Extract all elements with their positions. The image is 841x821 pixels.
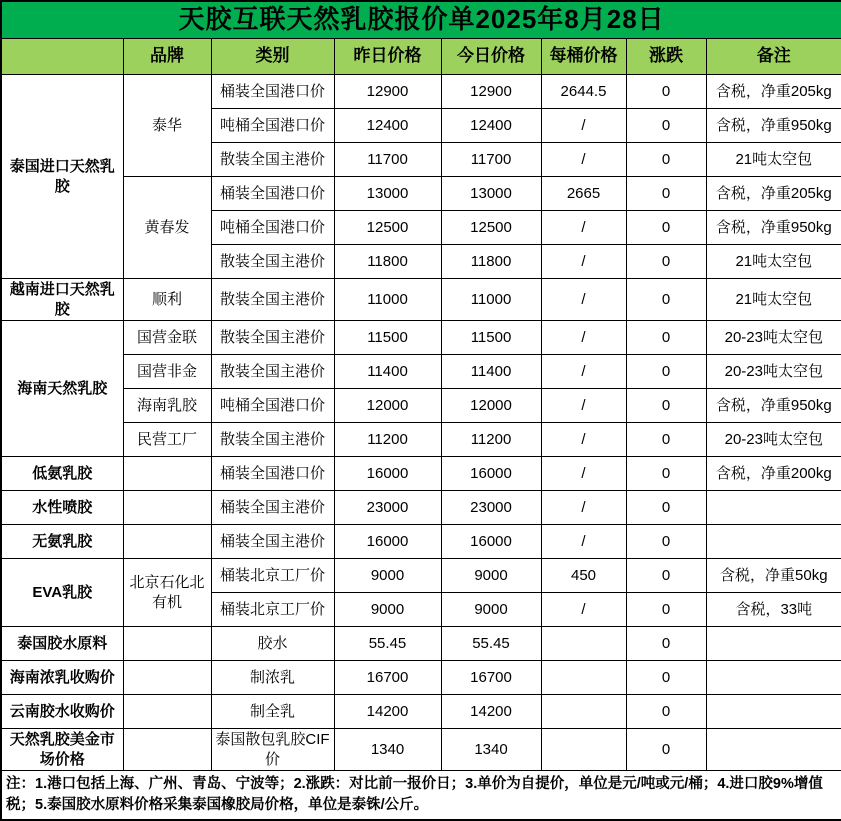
cell-change: 0 [626,177,706,211]
cell-note [706,491,841,525]
cell-today: 16700 [441,661,541,695]
cell-today: 16000 [441,457,541,491]
header-yesterday-price: 昨日价格 [334,39,441,75]
cell-brand [123,661,211,695]
cell-per_barrel: / [541,355,626,389]
header-category [1,39,123,75]
cell-per_barrel [541,695,626,729]
cell-yesterday: 11200 [334,423,441,457]
cell-yesterday: 16000 [334,457,441,491]
cell-type: 桶装全国港口价 [211,177,334,211]
cell-brand: 海南乳胶 [123,389,211,423]
cell-note: 21吨太空包 [706,279,841,321]
cell-yesterday: 16000 [334,525,441,559]
cell-brand [123,729,211,771]
cell-brand: 黄春发 [123,177,211,279]
cell-today: 12400 [441,109,541,143]
cell-yesterday: 11800 [334,245,441,279]
cell-today: 9000 [441,559,541,593]
cell-note: 含税，净重50kg [706,559,841,593]
cell-change: 0 [626,695,706,729]
cell-yesterday: 12500 [334,211,441,245]
cell-per_barrel: / [541,593,626,627]
cell-category: 泰国进口天然乳胶 [1,75,123,279]
cell-per_barrel: / [541,491,626,525]
cell-type: 散装全国主港价 [211,321,334,355]
table-row [1,661,841,695]
cell-today: 11800 [441,245,541,279]
cell-note: 含税，净重950kg [706,211,841,245]
cell-yesterday: 11700 [334,143,441,177]
cell-type: 胶水 [211,627,334,661]
cell-per_barrel [541,729,626,771]
cell-brand [123,525,211,559]
cell-category: 天然乳胶美金市场价格 [1,729,123,771]
cell-change: 0 [626,457,706,491]
cell-yesterday: 11400 [334,355,441,389]
footnote-row [1,771,841,821]
cell-today: 14200 [441,695,541,729]
cell-type: 桶装全国主港价 [211,525,334,559]
cell-brand: 民营工厂 [123,423,211,457]
cell-yesterday: 9000 [334,559,441,593]
cell-yesterday: 55.45 [334,627,441,661]
cell-today: 9000 [441,593,541,627]
cell-brand: 顺利 [123,279,211,321]
title-row [1,1,841,39]
cell-note: 含税，33吨 [706,593,841,627]
cell-yesterday: 12900 [334,75,441,109]
table-row [1,695,841,729]
cell-note [706,661,841,695]
cell-yesterday: 11500 [334,321,441,355]
cell-per_barrel: / [541,457,626,491]
cell-change: 0 [626,525,706,559]
table-row [1,75,841,109]
cell-brand [123,457,211,491]
cell-per_barrel [541,661,626,695]
cell-change: 0 [626,491,706,525]
cell-note: 含税，净重205kg [706,177,841,211]
cell-yesterday: 16700 [334,661,441,695]
table-row [1,559,841,593]
cell-note: 21吨太空包 [706,245,841,279]
cell-today: 12000 [441,389,541,423]
cell-brand: 国营非金 [123,355,211,389]
cell-note [706,525,841,559]
cell-note: 20-23吨太空包 [706,423,841,457]
cell-per_barrel: / [541,143,626,177]
cell-type: 散装全国主港价 [211,143,334,177]
cell-change: 0 [626,245,706,279]
cell-type: 桶装全国港口价 [211,457,334,491]
cell-category: 海南天然乳胶 [1,321,123,457]
cell-category: 无氨乳胶 [1,525,123,559]
cell-today: 11000 [441,279,541,321]
cell-today: 16000 [441,525,541,559]
cell-brand: 泰华 [123,75,211,177]
cell-yesterday: 12000 [334,389,441,423]
cell-type: 桶装北京工厂价 [211,559,334,593]
cell-note: 含税，净重950kg [706,109,841,143]
cell-brand [123,491,211,525]
cell-today: 55.45 [441,627,541,661]
cell-type: 散装全国主港价 [211,279,334,321]
cell-note: 21吨太空包 [706,143,841,177]
cell-yesterday: 23000 [334,491,441,525]
cell-yesterday: 11000 [334,279,441,321]
header-brand: 品牌 [123,39,211,75]
cell-change: 0 [626,423,706,457]
cell-change: 0 [626,355,706,389]
cell-per_barrel [541,627,626,661]
cell-change: 0 [626,75,706,109]
cell-note: 20-23吨太空包 [706,355,841,389]
cell-category: 水性喷胶 [1,491,123,525]
cell-per_barrel: / [541,389,626,423]
cell-category: 云南胶水收购价 [1,695,123,729]
cell-per_barrel: 2665 [541,177,626,211]
cell-brand: 北京石化北有机 [123,559,211,627]
cell-category: EVA乳胶 [1,559,123,627]
cell-type: 泰国散包乳胶CIF价 [211,729,334,771]
cell-change: 0 [626,627,706,661]
cell-note: 含税，净重200kg [706,457,841,491]
cell-today: 13000 [441,177,541,211]
cell-type: 吨桶全国港口价 [211,211,334,245]
cell-change: 0 [626,559,706,593]
cell-per_barrel: / [541,211,626,245]
cell-type: 散装全国主港价 [211,245,334,279]
footnote: 注：1.港口包括上海、广州、青岛、宁波等；2.涨跌：对比前一报价日；3.单价为自提价，单位是元/吨或元/桶；4.进口胶9%增值税；5.泰国胶水原料价格采集泰国橡胶局价格，单位是泰铢/公斤。 [1,771,841,821]
table-body [1,75,841,771]
header-per-barrel-price: 每桶价格 [541,39,626,75]
cell-note: 含税，净重950kg [706,389,841,423]
cell-per_barrel: / [541,109,626,143]
header-note: 备注 [706,39,841,75]
cell-brand [123,627,211,661]
table-row [1,729,841,771]
cell-type: 散装全国主港价 [211,355,334,389]
cell-yesterday: 1340 [334,729,441,771]
cell-change: 0 [626,321,706,355]
cell-note: 含税，净重205kg [706,75,841,109]
cell-type: 桶装全国港口价 [211,75,334,109]
table-row [1,423,841,457]
cell-category: 越南进口天然乳胶 [1,279,123,321]
cell-today: 11400 [441,355,541,389]
cell-per_barrel: / [541,525,626,559]
cell-change: 0 [626,143,706,177]
header-row [1,39,841,75]
header-today-price: 今日价格 [441,39,541,75]
cell-per_barrel: 2644.5 [541,75,626,109]
cell-type: 桶装全国主港价 [211,491,334,525]
cell-per_barrel: / [541,321,626,355]
cell-change: 0 [626,593,706,627]
cell-category: 海南浓乳收购价 [1,661,123,695]
cell-yesterday: 13000 [334,177,441,211]
cell-type: 桶装北京工厂价 [211,593,334,627]
table-row [1,355,841,389]
cell-per_barrel: / [541,245,626,279]
cell-change: 0 [626,109,706,143]
cell-change: 0 [626,729,706,771]
cell-per_barrel: / [541,423,626,457]
cell-per_barrel: 450 [541,559,626,593]
cell-category: 低氨乳胶 [1,457,123,491]
cell-today: 1340 [441,729,541,771]
header-type: 类别 [211,39,334,75]
cell-today: 12500 [441,211,541,245]
page-title: 天胶互联天然乳胶报价单2025年8月28日 [1,1,841,39]
table-row [1,321,841,355]
cell-note [706,695,841,729]
table-row [1,627,841,661]
cell-note [706,729,841,771]
cell-brand [123,695,211,729]
cell-per_barrel: / [541,279,626,321]
cell-note: 20-23吨太空包 [706,321,841,355]
cell-yesterday: 14200 [334,695,441,729]
cell-today: 11200 [441,423,541,457]
cell-type: 吨桶全国港口价 [211,109,334,143]
cell-today: 12900 [441,75,541,109]
cell-today: 23000 [441,491,541,525]
cell-category: 泰国胶水原料 [1,627,123,661]
table-row [1,279,841,321]
cell-change: 0 [626,389,706,423]
table-row [1,177,841,211]
cell-yesterday: 9000 [334,593,441,627]
cell-brand: 国营金联 [123,321,211,355]
cell-today: 11700 [441,143,541,177]
table-row [1,525,841,559]
cell-type: 制浓乳 [211,661,334,695]
cell-today: 11500 [441,321,541,355]
cell-yesterday: 12400 [334,109,441,143]
cell-type: 散装全国主港价 [211,423,334,457]
cell-change: 0 [626,279,706,321]
table-row [1,457,841,491]
cell-note [706,627,841,661]
cell-change: 0 [626,211,706,245]
table-row [1,389,841,423]
cell-change: 0 [626,661,706,695]
cell-type: 制全乳 [211,695,334,729]
cell-type: 吨桶全国港口价 [211,389,334,423]
table-row [1,491,841,525]
header-change: 涨跌 [626,39,706,75]
